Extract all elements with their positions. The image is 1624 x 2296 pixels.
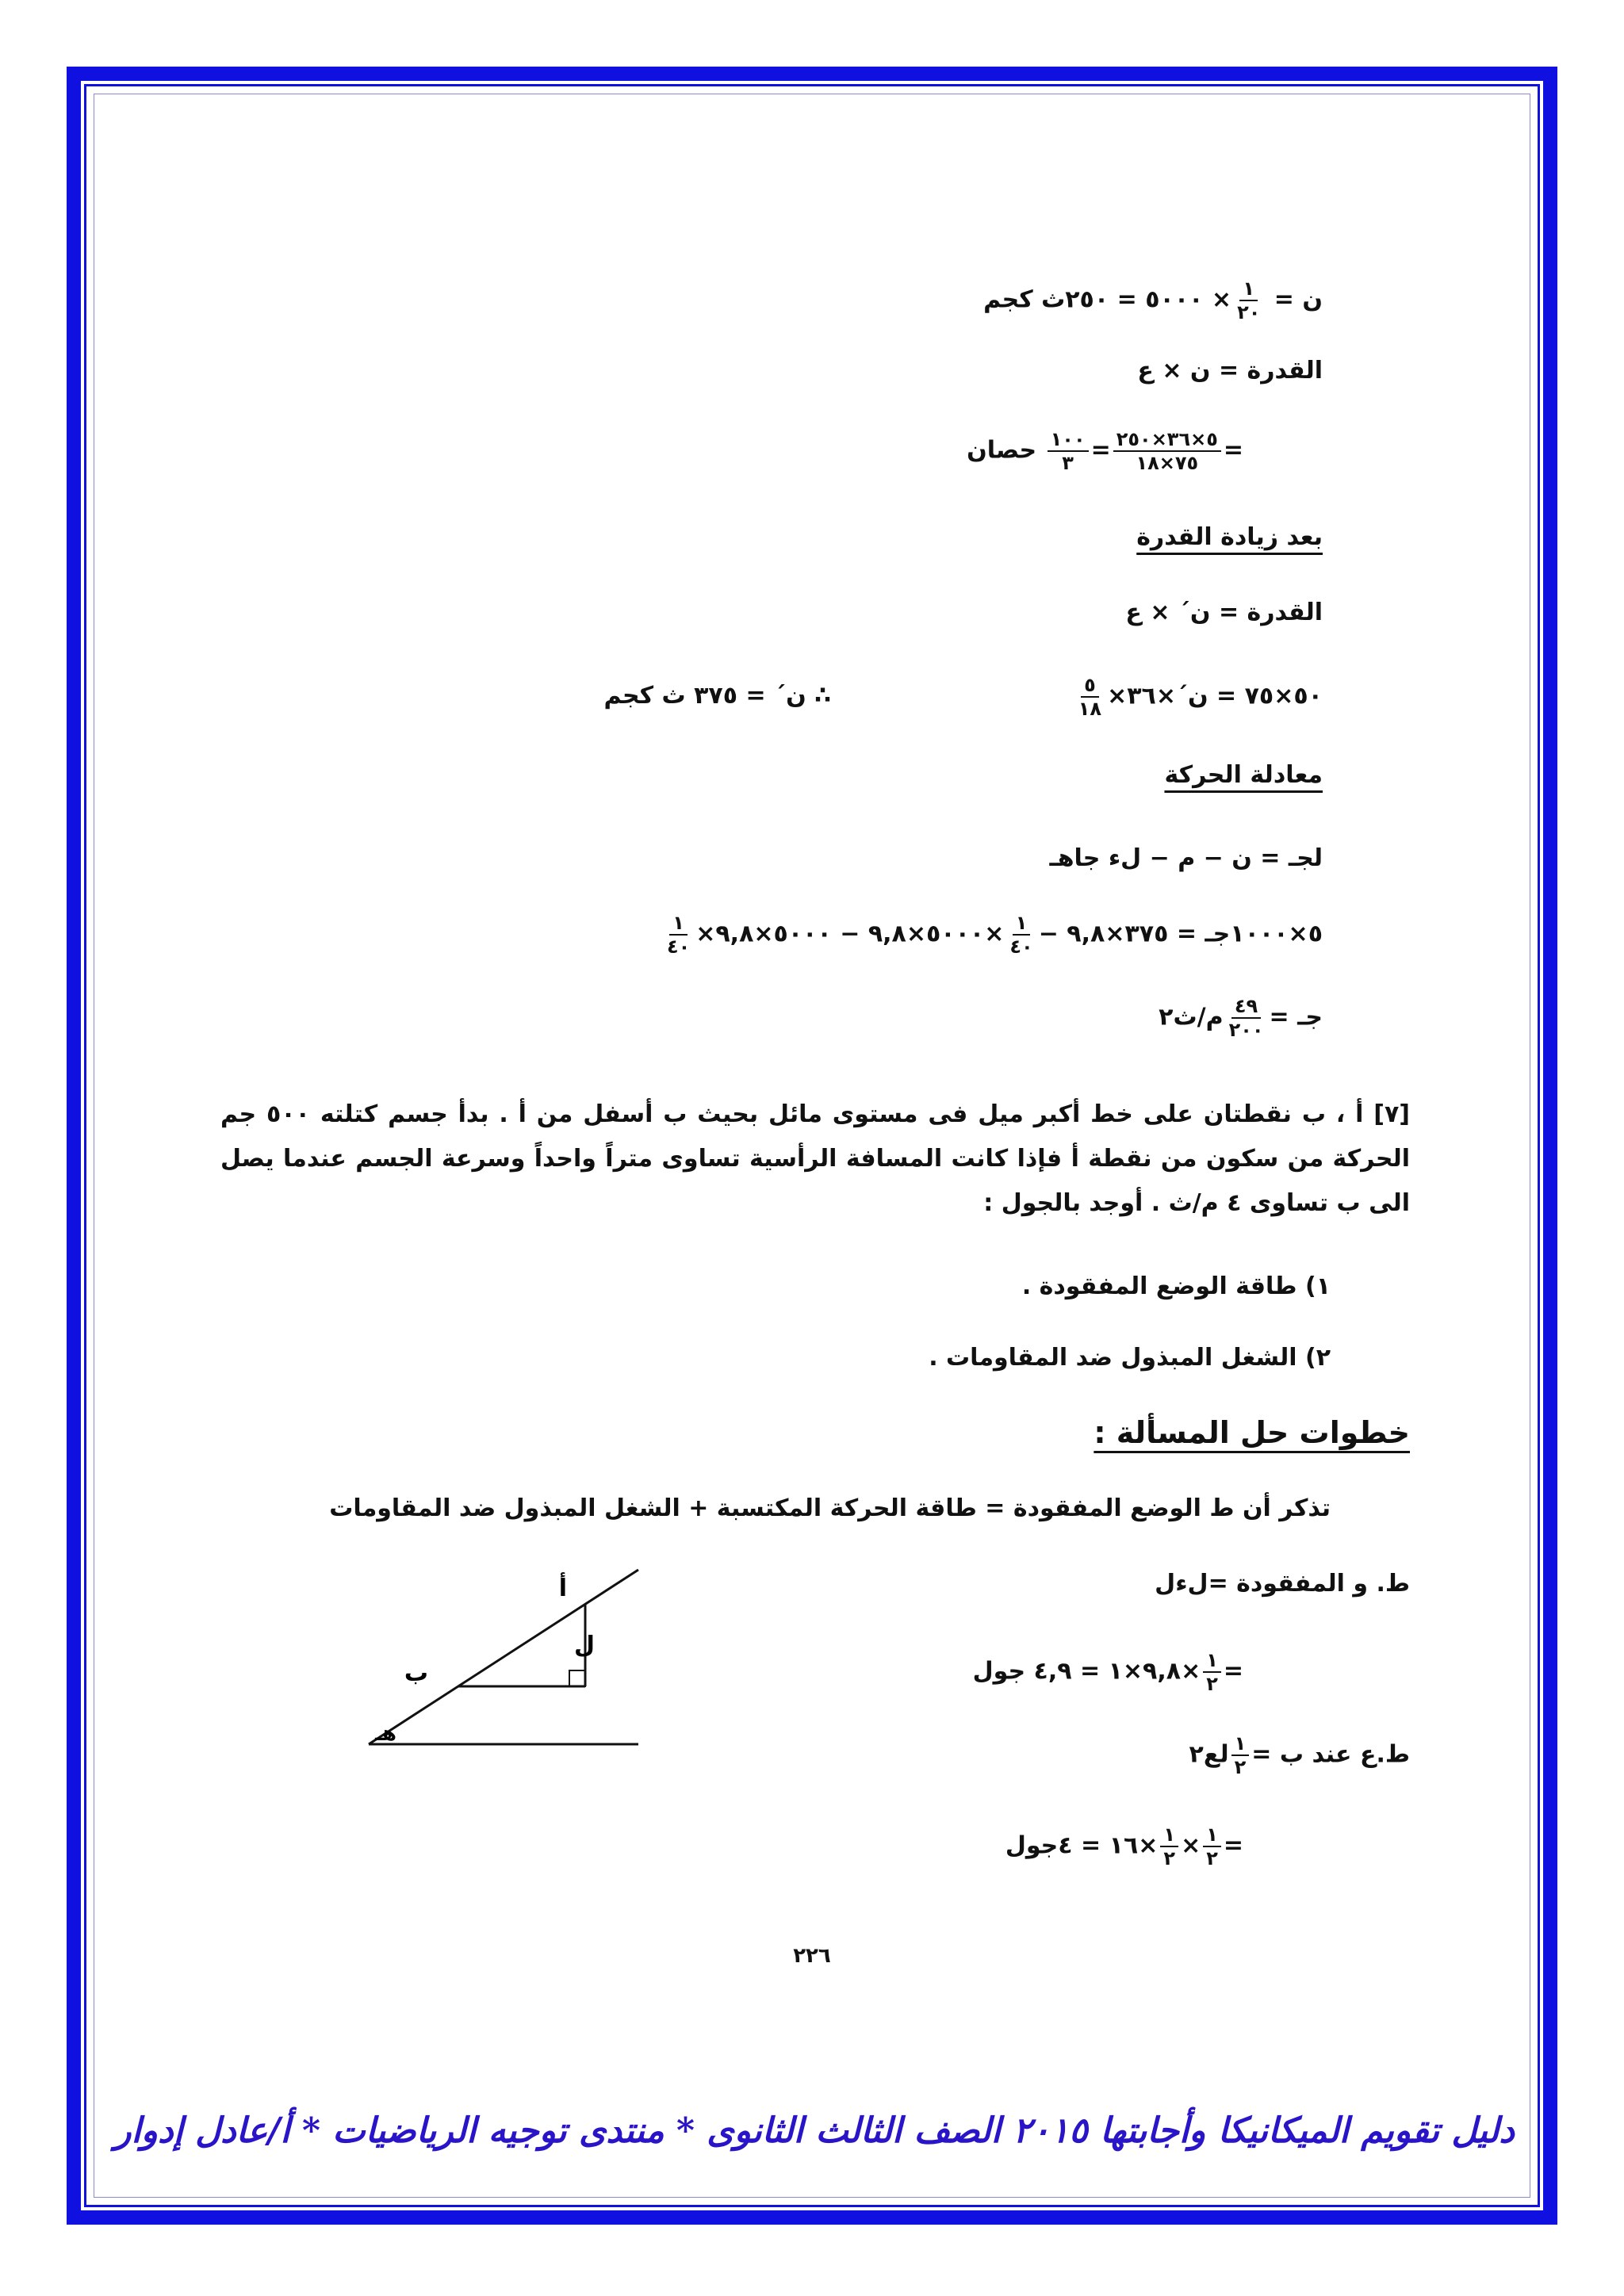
equation-power-value: = $\frac{٥\times ٣٦\times ٢٥٠}{٧٥\times ١٨}$ = $\frac{١٠٠}{٣}$ حصان	[967, 428, 1243, 474]
result-new-force: ∴ ن´ = ٣٧٥ ث كجم	[603, 682, 831, 710]
heading-after-power-increase: بعد زيادة القدرة	[1136, 523, 1323, 551]
equation-motion: لجـ = ن − م − لء جاهـ	[1049, 844, 1323, 872]
footer-credit: دليل تقويم الميكانيكا وأجابتها ٢٠١٥ الصف الثالث الثانوى * منتدى توجيه الرياضيات * أ/عادل إدوار	[114, 2110, 1515, 2151]
fraction: $\frac{١}{٢٠}$	[1237, 277, 1261, 323]
solution-step-4: = $\frac{١}{٢}$ × $\frac{١}{٢}$ ×١٦ = ٤جول	[1005, 1823, 1243, 1869]
equation-new-power: القدرة = ن´ × ع	[1125, 599, 1323, 626]
label-height-l: ل	[573, 1632, 595, 1659]
equation-new-force: ٥٠×٧٥ = ن´×٣٦× $\frac{٥}{١٨}$	[1078, 674, 1323, 720]
solution-heading: خطوات حل المسألة :	[1094, 1415, 1410, 1450]
page-number: ٢٢٦	[793, 1944, 831, 1968]
solution-recall: تذكر أن ط الوضع المفقودة = طاقة الحركة المكتسبة + الشغل المبذول ضد المقاومات	[329, 1494, 1331, 1522]
equation-motion-values: ٥×١٠٠٠جـ = ٣٧٥×٩,٨ − $\frac{١}{٤٠}$ ×٥٠٠٠×٩,٨ − ٥٠٠٠×٩,٨× $\frac{١}{٤٠}$	[666, 912, 1323, 958]
problem-item-2: ٢) الشغل المبذول ضد المقاومات .	[929, 1344, 1331, 1372]
solution-step-2: = $\frac{١}{٢}$ ×٩,٨×١ = ٤,٩ جول	[972, 1649, 1243, 1695]
equation-force: ن = $\frac{١}{٢٠}$ × ٥٠٠٠ = ٢٥٠ث كجم	[983, 277, 1323, 323]
equation-power: القدرة = ن × ع	[1137, 357, 1323, 385]
solution-step-1: ط. و المفقودة =لءل	[1155, 1570, 1410, 1598]
inclined-plane-diagram	[365, 1566, 650, 1764]
label-angle-h: هـ	[375, 1722, 396, 1746]
problem-statement: [٧] أ ، ب نقطتان على خط أكبر ميل فى مستوى مائل بحيث ب أسفل من أ . بدأ جسم كتلته ٥٠٠ جم الحركة من سكون من نقطة أ فإذا كانت المسافة الرأسية تساوى متراً واحداً وسرعة الجسم عندما يصل الى ب تساوى ٤ م/ث . أوجد بالجول :	[220, 1100, 1410, 1217]
label-point-a: أ	[558, 1575, 567, 1602]
heading-motion-equation: معادلة الحركة	[1164, 761, 1323, 789]
right-angle-mark	[569, 1670, 585, 1686]
incline-line	[369, 1570, 638, 1744]
label-point-b: ب	[404, 1659, 428, 1687]
solution-step-3: ط.ع عند ب = $\frac{١}{٢}$ لع٢	[1189, 1732, 1410, 1778]
equation-acceleration: جـ = $\frac{٤٩}{٢٠٠}$ م/ث٢	[1159, 995, 1323, 1041]
problem-item-1: ١) طاقة الوضع المفقودة .	[1021, 1272, 1331, 1300]
